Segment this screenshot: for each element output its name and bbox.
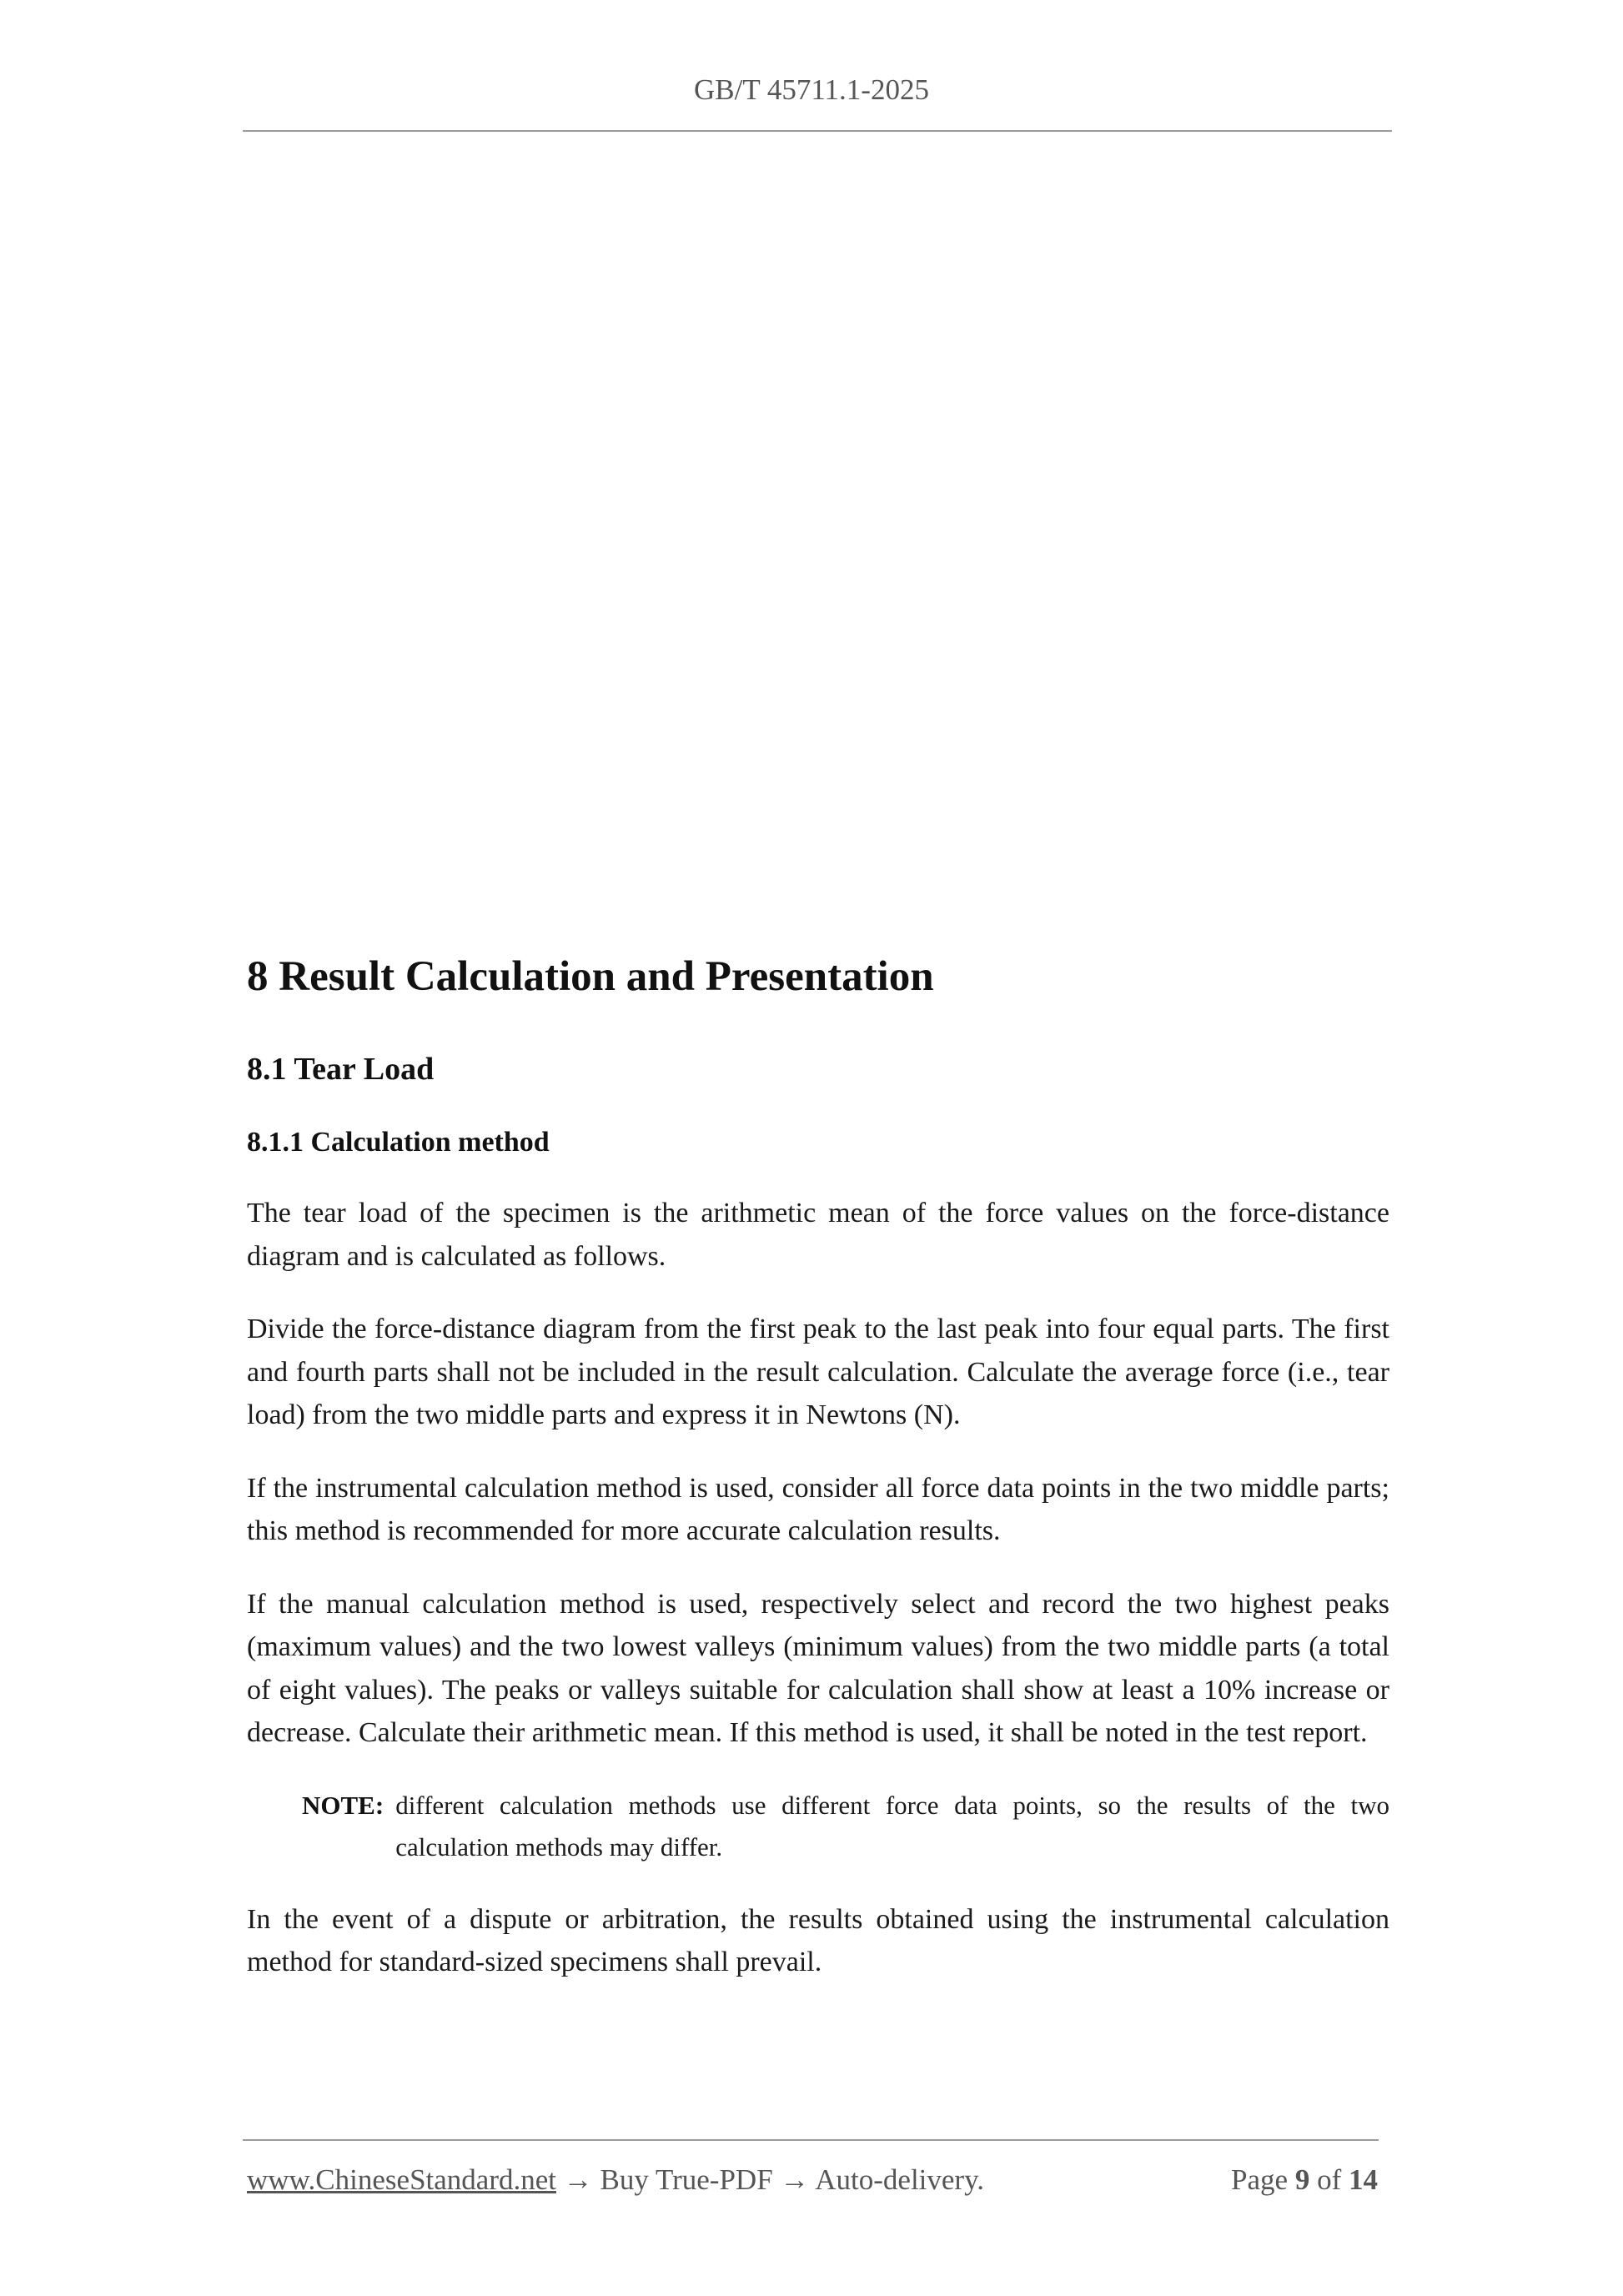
page-footer <box>247 2163 1378 2197</box>
page-indicator <box>1231 2163 1378 2197</box>
subsubsection-title: 8.1.1 Calculation method <box>247 1127 550 1158</box>
total-pages: 14 <box>1349 2163 1378 2196</box>
delivery-text: Auto-delivery. <box>815 2163 985 2196</box>
of-word: of <box>1317 2163 1342 2196</box>
standard-id: GB/T 45711.1-2025 <box>694 73 929 106</box>
current-page: 9 <box>1294 2163 1310 2196</box>
note-label: NOTE: <box>302 1790 384 1820</box>
footer-left <box>247 2163 984 2197</box>
subsection-title: 8.1 Tear Load <box>247 1052 435 1087</box>
footer-divider <box>243 2139 1379 2141</box>
arrow-icon: → <box>563 2163 593 2196</box>
note-text: different calculation methods use different force data points, so the results of the two calculation methods may differ. <box>395 1790 1389 1861</box>
buy-text: Buy True-PDF <box>600 2163 773 2196</box>
website-link[interactable]: www.ChineseStandard.net <box>247 2163 556 2196</box>
page-content <box>247 947 1389 1984</box>
page-word: Page <box>1231 2163 1289 2196</box>
section-title: 8 Result Calculation and Presentation <box>247 953 934 1000</box>
note-block <box>302 1785 1389 1868</box>
header-divider <box>243 130 1392 132</box>
paragraph-2: Divide the force-distance diagram from the first peak to the last peak into four equal parts. The first and fourth parts shall not be included in the result calculation. Calculate the average force (i.e., tear load) from the two middle parts and express it in Newtons (N). <box>247 1314 1389 1430</box>
closing-paragraph: In the event of a dispute or arbitration, the results obtained using the instrumental calculation method for standard-sized specimens shall prevail. <box>247 1903 1389 1977</box>
document-header <box>0 73 1623 107</box>
arrow-icon: → <box>780 2163 810 2196</box>
paragraph-1: The tear load of the specimen is the arithmetic mean of the force values on the force-distance diagram and is calculated as follows. <box>247 1198 1389 1272</box>
paragraph-3: If the instrumental calculation method is used, consider all force data points in the two middle parts; this method is recommended for more accurate calculation results. <box>247 1472 1389 1546</box>
paragraph-4: If the manual calculation method is used, respectively select and record the two highest peaks (maximum values) and the two lowest valleys (minimum values) from the two middle parts (a total of eight values). The peaks or valleys suitable for calculation shall show at least a 10% increase or decrease. Calculate their arithmetic mean. If this method is used, it shall be noted in the test report. <box>247 1588 1389 1748</box>
